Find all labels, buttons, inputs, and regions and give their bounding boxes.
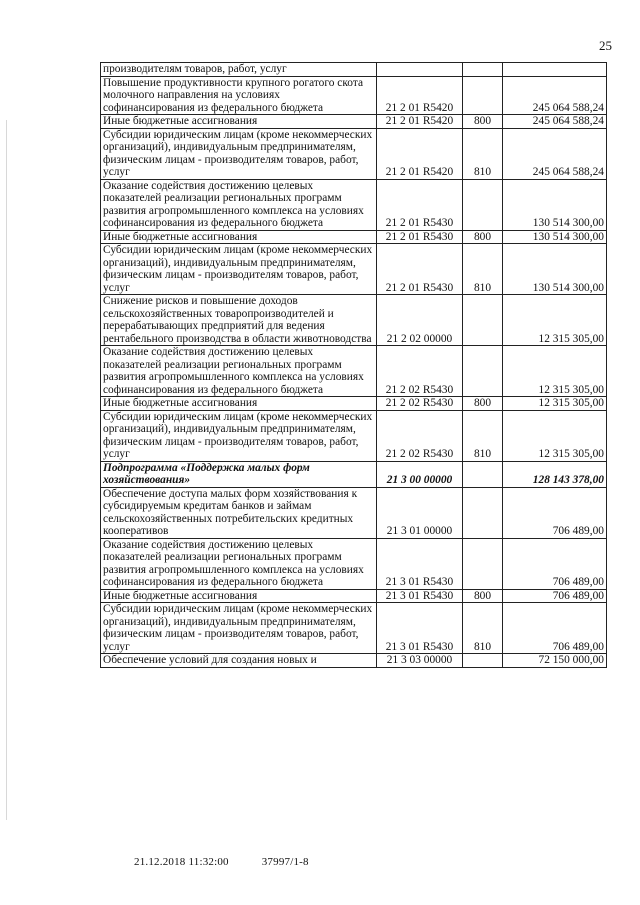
row-expense-type-cell [463,654,503,668]
table-row [101,63,607,77]
row-expense-type-cell [463,76,503,115]
row-expense-type-cell [463,179,503,230]
row-name-cell: производителям товаров, работ, услуг [101,63,377,77]
row-expense-type-cell [463,461,503,487]
budget-table-body [101,63,607,668]
table-row [101,346,607,397]
row-name-cell: Повышение продуктивности крупного рогатого скота молочного направления на условиях софинансирования из федерального бюджета [101,76,377,115]
row-sum-cell: 130 514 300,00 [503,179,607,230]
row-name-cell: Обеспечение доступа малых форм хозяйствования к субсидируемым кредитам банков и займам сельскохозяйственных потребительских кредитных кооперативов [101,487,377,538]
row-sum-cell: 128 143 378,00 [503,461,607,487]
row-expense-type-cell: 810 [463,410,503,461]
row-code-cell: 21 2 01 R5430 [377,230,463,244]
row-sum-cell: 12 315 305,00 [503,397,607,411]
row-expense-type-cell: 800 [463,230,503,244]
row-name-cell: Субсидии юридическим лицам (кроме некоммерческих организаций), индивидуальным предпринимателям, физическим лицам - производителям товаров, работ, услуг [101,603,377,654]
row-code-cell: 21 2 02 00000 [377,295,463,346]
row-name-cell: Субсидии юридическим лицам (кроме некоммерческих организаций), индивидуальным предпринимателям, физическим лицам - производителям товаров, работ, услуг [101,128,377,179]
row-sum-cell: 706 489,00 [503,487,607,538]
row-code-cell: 21 3 01 R5430 [377,589,463,603]
row-code-cell: 21 2 01 R5420 [377,76,463,115]
table-row [101,76,607,115]
row-code-cell: 21 3 01 R5430 [377,603,463,654]
table-row [101,128,607,179]
row-expense-type-cell [463,538,503,589]
table-row [101,538,607,589]
table-row [101,230,607,244]
row-code-cell: 21 3 00 00000 [377,461,463,487]
row-expense-type-cell: 810 [463,128,503,179]
row-sum-cell: 12 315 305,00 [503,346,607,397]
table-row [101,179,607,230]
footer-datetime: 21.12.2018 11:32:00 [134,856,229,868]
row-code-cell: 21 3 03 00000 [377,654,463,668]
table-row [101,397,607,411]
row-name-cell: Субсидии юридическим лицам (кроме некоммерческих организаций), индивидуальным предпринимателям, физическим лицам - производителям товаров, работ, услуг [101,410,377,461]
row-code-cell: 21 2 01 R5420 [377,128,463,179]
table-row [101,461,607,487]
row-code-cell: 21 2 01 R5430 [377,244,463,295]
table-row [101,115,607,129]
row-name-cell: Обеспечение условий для создания новых и [101,654,377,668]
row-code-cell: 21 2 01 R5420 [377,115,463,129]
row-code-cell [377,63,463,77]
row-sum-cell [503,63,607,77]
row-code-cell: 21 2 02 R5430 [377,346,463,397]
row-name-cell: Субсидии юридическим лицам (кроме некоммерческих организаций), индивидуальным предпринимателям, физическим лицам - производителям товаров, работ, услуг [101,244,377,295]
row-name-cell: Снижение рисков и повышение доходов сельскохозяйственных товаропроизводителей и перерабатывающих предприятий для ведения рентабельного производства в области животноводства [101,295,377,346]
row-code-cell: 21 2 02 R5430 [377,410,463,461]
row-name-cell: Иные бюджетные ассигнования [101,230,377,244]
row-expense-type-cell: 810 [463,603,503,654]
row-expense-type-cell: 800 [463,115,503,129]
row-expense-type-cell: 800 [463,589,503,603]
row-expense-type-cell [463,346,503,397]
table-row [101,244,607,295]
row-name-cell: Подпрограмма «Поддержка малых форм хозяйствования» [101,461,377,487]
table-row [101,589,607,603]
row-expense-type-cell [463,295,503,346]
row-name-cell: Оказание содействия достижению целевых показателей реализации региональных программ развития агропромышленного комплекса на условиях софинансирования из федерального бюджета [101,179,377,230]
row-sum-cell: 706 489,00 [503,589,607,603]
row-name-cell: Иные бюджетные ассигнования [101,589,377,603]
row-expense-type-cell [463,487,503,538]
table-row [101,295,607,346]
table-row [101,487,607,538]
row-sum-cell: 12 315 305,00 [503,410,607,461]
row-code-cell: 21 3 01 R5430 [377,538,463,589]
row-name-cell: Оказание содействия достижению целевых показателей реализации региональных программ развития агропромышленного комплекса на условиях софинансирования из федерального бюджета [101,538,377,589]
footer-doc-id: 37997/1-8 [261,856,309,868]
budget-table [100,62,607,668]
row-name-cell: Иные бюджетные ассигнования [101,115,377,129]
row-code-cell: 21 2 01 R5430 [377,179,463,230]
row-code-cell: 21 3 01 00000 [377,487,463,538]
table-row [101,410,607,461]
row-sum-cell: 706 489,00 [503,603,607,654]
row-expense-type-cell: 800 [463,397,503,411]
row-sum-cell: 130 514 300,00 [503,230,607,244]
scan-margin-mark [6,120,7,820]
row-code-cell: 21 2 02 R5430 [377,397,463,411]
row-name-cell: Иные бюджетные ассигнования [101,397,377,411]
row-sum-cell: 130 514 300,00 [503,244,607,295]
row-sum-cell: 706 489,00 [503,538,607,589]
table-row [101,654,607,668]
row-sum-cell: 72 150 000,00 [503,654,607,668]
row-sum-cell: 12 315 305,00 [503,295,607,346]
footer [134,856,339,868]
row-sum-cell: 245 064 588,24 [503,76,607,115]
row-expense-type-cell: 810 [463,244,503,295]
row-sum-cell: 245 064 588,24 [503,128,607,179]
page-number: 25 [599,38,612,53]
row-name-cell: Оказание содействия достижению целевых показателей реализации региональных программ развития агропромышленного комплекса на условиях софинансирования из федерального бюджета [101,346,377,397]
row-expense-type-cell [463,63,503,77]
table-row [101,603,607,654]
row-sum-cell: 245 064 588,24 [503,115,607,129]
